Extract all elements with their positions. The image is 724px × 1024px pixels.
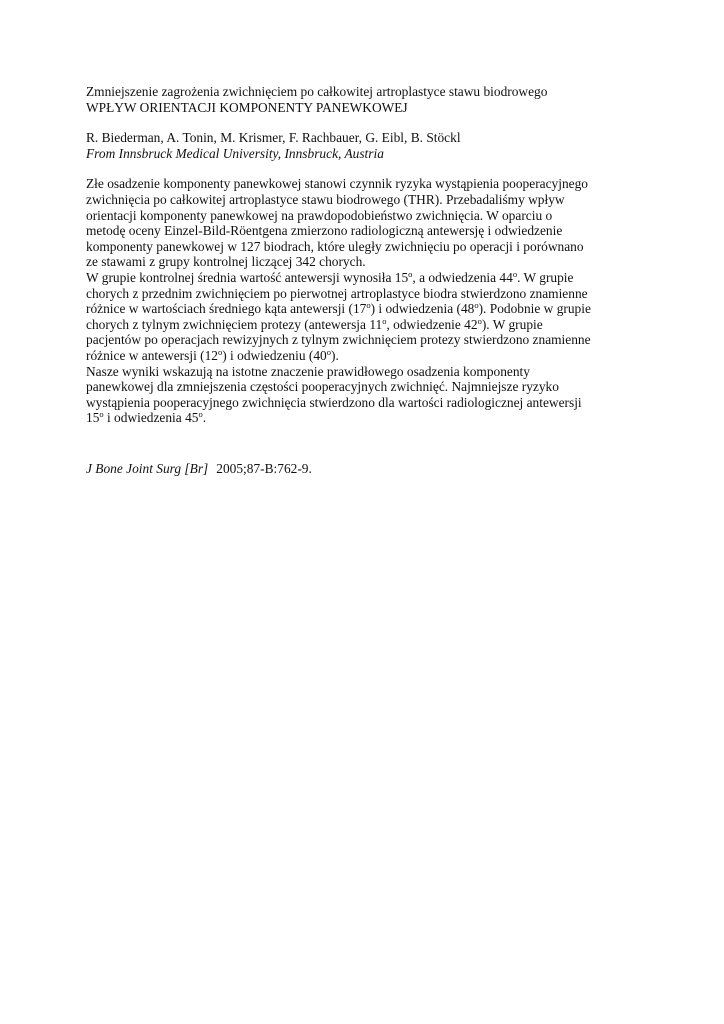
text-segment: ). <box>331 347 339 363</box>
text-segment: ) i odwiedzeniu (40 <box>222 347 327 363</box>
degree-mark: o <box>382 315 387 326</box>
citation <box>86 461 646 477</box>
abstract-line <box>86 348 646 364</box>
abstract-line: pacjentów po operacjach rewizyjnych z tylnym zwichnięciem protezy stwierdzono znamienne <box>86 332 591 348</box>
abstract-line: ze stawami z grupy kontrolnej liczącej 342 chorych. <box>86 254 366 270</box>
abstract-line: Nasze wyniki wskazują na istotne znaczenie prawidłowego osadzenia komponenty <box>86 363 530 379</box>
abstract-line <box>86 301 646 317</box>
text-segment: 15 <box>86 410 100 426</box>
text-segment: ). W grupie <box>481 316 543 332</box>
degree-mark: o <box>477 315 482 326</box>
text-segment: ) i odwiedzenia (48 <box>370 301 475 317</box>
text-segment: . <box>202 410 207 426</box>
text-segment: chorych z tylnym zwichnięciem protezy (antewersja 11 <box>86 316 383 332</box>
text-segment: ). Podobnie w grupie <box>478 301 591 317</box>
degree-mark: o <box>326 346 331 357</box>
degree-mark: o <box>366 300 371 311</box>
author-list: R. Biederman, A. Tonin, M. Krismer, F. Rachbauer, G. Eibl, B. Stöckl <box>86 130 461 146</box>
degree-mark: o <box>512 268 518 279</box>
abstract-line: metodę oceny Einzel-Bild-Röentgena zmierzono radiologiczną antewersję i odwiedzenie <box>86 223 563 239</box>
abstract-line: chorych z przednim zwichnięciem po pierwotnej artroplastyce biodra stwierdzono znamienne <box>86 285 588 301</box>
abstract-line <box>86 317 646 333</box>
abstract-body <box>86 176 646 426</box>
abstract-line: zwichnięcia po całkowitej artroplastyce stawu biodrowego (THR). Przebadaliśmy wpływ <box>86 191 565 207</box>
abstract-line <box>86 270 646 286</box>
abstract-line: orientacji komponenty panewkowej na prawdopodobieństwo zwichnięcia. W oparciu o <box>86 207 553 223</box>
text-segment: , a odwiedzenia 44 <box>412 269 513 285</box>
journal-name: J Bone Joint Surg [Br] <box>86 460 209 476</box>
degree-mark: o <box>99 409 104 420</box>
abstract-line: panewkowej dla zmniejszenia częstości pooperacyjnych zwichnięć. Najmniejsze ryzyko <box>86 379 559 395</box>
degree-mark: o <box>218 346 223 357</box>
text-segment: , odwiedzenie 42 <box>386 316 478 332</box>
text-segment: różnice w wartościach średniego kąta antewersji (17 <box>86 301 367 317</box>
abstract-line: Złe osadzenie komponenty panewkowej stanowi czynnik ryzyka wystąpienia pooperacyjnego <box>86 176 588 192</box>
article-title <box>86 84 646 115</box>
abstract-line: komponenty panewkowej w 127 biodrach, które uległy zwichnięciu po operacji i porównano <box>86 238 584 254</box>
document-page <box>86 84 646 476</box>
citation-line <box>86 461 646 477</box>
citation-details: 2005;87-B:762-9. <box>216 460 312 476</box>
degree-mark: o <box>408 268 413 279</box>
author-block <box>86 130 646 161</box>
text-segment: i odwiedzenia 45 <box>103 410 199 426</box>
title-uppercase: WPŁYW ORIENTACJI KOMPONENTY PANEWKOWEJ <box>86 99 408 115</box>
title-polish: Zmniejszenie zagrożenia zwichnięciem po całkowitej artroplastyce stawu biodrowego <box>86 84 548 99</box>
degree-mark: o <box>474 300 479 311</box>
abstract-line: wystąpienia pooperacyjnego zwichnięcia stwierdzono dla wartości radiologicznej antewersji <box>86 394 582 410</box>
text-segment: . W grupie <box>517 269 574 285</box>
abstract-line <box>86 410 646 426</box>
text-segment: W grupie kontrolnej średnia wartość antewersji wynosiła 15 <box>86 269 409 285</box>
degree-mark: o <box>198 409 203 420</box>
text-segment: różnice w antewersji (12 <box>86 347 218 363</box>
affiliation: From Innsbruck Medical University, Innsbruck, Austria <box>86 145 384 161</box>
